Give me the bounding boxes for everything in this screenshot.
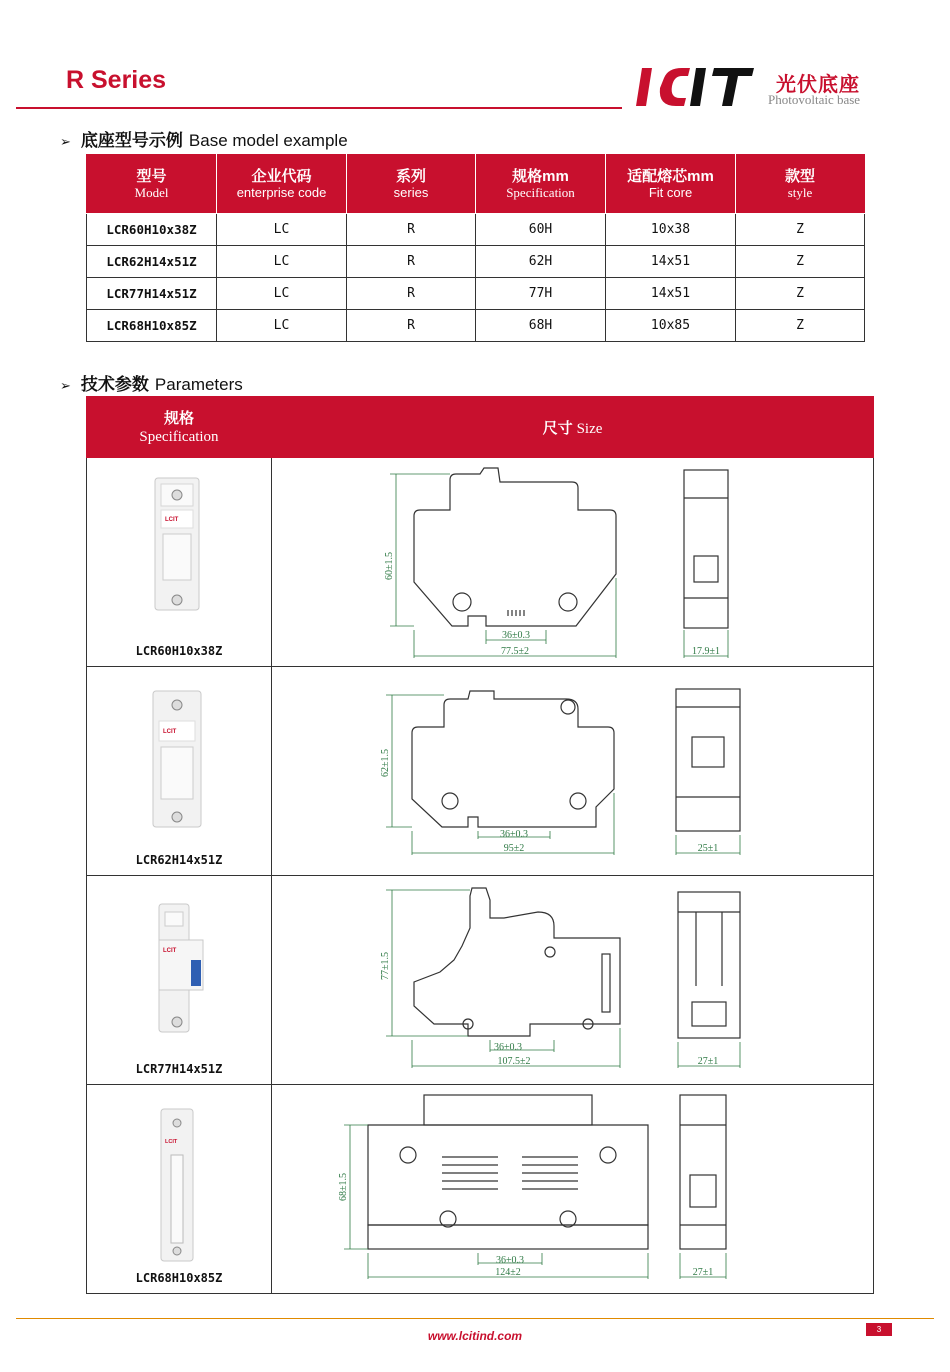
- product-model-label: LCR68H10x85Z: [135, 1271, 223, 1285]
- cell-enterprise-code: LC: [217, 214, 347, 246]
- base-model-heading: ➢ 底座型号示例 Base model example: [60, 131, 348, 150]
- cell-series: R: [347, 246, 476, 278]
- width-dimension: 77.5±2: [501, 646, 529, 657]
- svg-text:LCIT: LCIT: [165, 517, 179, 523]
- cell-specification: 77H: [476, 278, 606, 310]
- dimension-drawing-cell: [272, 1085, 874, 1294]
- lcit-logo: [636, 64, 760, 110]
- table-header-row: [87, 397, 874, 458]
- column-header-model: 型号 Model: [87, 155, 217, 214]
- cell-specification: 60H: [476, 214, 606, 246]
- column-header-style: 款型 style: [736, 155, 865, 214]
- cell-fit-core: 14x51: [606, 278, 736, 310]
- cell-model: LCR77H14x51Z: [87, 278, 217, 310]
- product-photo-lcr77: [87, 876, 271, 1084]
- column-header-specification: 规格 Specification: [87, 397, 272, 458]
- product-photo-cell: [87, 667, 272, 876]
- width-dimension: 95±2: [503, 843, 525, 854]
- dimension-drawing-lcr68: [272, 1085, 872, 1293]
- column-header-fit-core: 适配熔芯mm Fit core: [606, 155, 736, 214]
- height-dimension: 68±1.5: [338, 1173, 349, 1201]
- cell-specification: 68H: [476, 310, 606, 342]
- height-dimension: 77±1.5: [380, 952, 391, 980]
- mount-dimension: 36±0.3: [494, 1042, 522, 1053]
- product-photo-cell: [87, 1085, 272, 1294]
- brand-name-cn: 光伏底座: [776, 74, 860, 96]
- cell-model: LCR62H14x51Z: [87, 246, 217, 278]
- depth-dimension: 27±1: [697, 1056, 719, 1067]
- dimension-drawing-lcr62: [272, 667, 872, 875]
- parameters-heading: ➢ 技术参数 Parameters: [60, 375, 243, 394]
- width-dimension: 107.5±2: [497, 1056, 531, 1067]
- brand-name-en: Photovoltaic base: [768, 92, 861, 107]
- depth-dimension: 17.9±1: [692, 646, 720, 657]
- cell-series: R: [347, 278, 476, 310]
- dimension-drawing-cell: [272, 667, 874, 876]
- svg-text:LCIT: LCIT: [163, 948, 177, 954]
- svg-text:LCIT: LCIT: [163, 729, 177, 735]
- column-header-size: 尺寸 Size: [272, 397, 874, 458]
- base-model-table: [86, 154, 865, 342]
- product-model-label: LCR62H14x51Z: [135, 853, 223, 867]
- depth-dimension: 25±1: [697, 843, 719, 854]
- cell-style: Z: [736, 310, 865, 342]
- cell-style: Z: [736, 246, 865, 278]
- column-header-specification: 规格mm Specification: [476, 155, 606, 214]
- cell-style: Z: [736, 214, 865, 246]
- cell-fit-core: 14x51: [606, 246, 736, 278]
- table-row: [87, 278, 865, 310]
- table-header-row: [87, 155, 865, 214]
- mount-dimension: 36±0.3: [500, 829, 528, 840]
- header-divider: [16, 107, 622, 109]
- table-row: [87, 667, 874, 876]
- cell-specification: 62H: [476, 246, 606, 278]
- height-dimension: 62±1.5: [380, 749, 391, 777]
- table-row: [87, 246, 865, 278]
- mount-dimension: 36±0.3: [496, 1255, 524, 1266]
- cell-model: LCR60H10x38Z: [87, 214, 217, 246]
- column-header-enterprise-code: 企业代码 enterprise code: [217, 155, 347, 214]
- height-dimension: 60±1.5: [384, 552, 395, 580]
- series-title: R Series: [66, 66, 167, 94]
- cell-series: R: [347, 214, 476, 246]
- dimension-drawing-lcr77: [272, 876, 872, 1084]
- footer-website-link[interactable]: www.lcitind.com: [427, 1329, 523, 1343]
- product-model-label: LCR77H14x51Z: [135, 1062, 223, 1076]
- cell-style: Z: [736, 278, 865, 310]
- parameters-table: [86, 396, 874, 1294]
- cell-enterprise-code: LC: [217, 246, 347, 278]
- depth-dimension: 27±1: [692, 1267, 714, 1278]
- cell-enterprise-code: LC: [217, 310, 347, 342]
- table-row: [87, 458, 874, 667]
- cell-fit-core: 10x85: [606, 310, 736, 342]
- cell-model: LCR68H10x85Z: [87, 310, 217, 342]
- page-number-badge: 3: [866, 1323, 892, 1336]
- mount-dimension: 36±0.3: [502, 630, 530, 641]
- product-model-label: LCR60H10x38Z: [135, 644, 223, 658]
- cell-enterprise-code: LC: [217, 278, 347, 310]
- product-photo-cell: [87, 458, 272, 667]
- svg-text:LCIT: LCIT: [165, 1139, 178, 1145]
- product-photo-cell: [87, 876, 272, 1085]
- dimension-drawing-cell: [272, 876, 874, 1085]
- product-photo-lcr60: [87, 458, 271, 666]
- column-header-series: 系列 series: [347, 155, 476, 214]
- footer-divider: [16, 1318, 934, 1319]
- cell-fit-core: 10x38: [606, 214, 736, 246]
- cell-series: R: [347, 310, 476, 342]
- product-photo-lcr62: [87, 667, 271, 875]
- table-row: [87, 310, 865, 342]
- product-photo-lcr68: [87, 1085, 271, 1293]
- width-dimension: 124±2: [495, 1267, 521, 1278]
- table-row: [87, 1085, 874, 1294]
- dimension-drawing-lcr60: [272, 458, 872, 666]
- dimension-drawing-cell: [272, 458, 874, 667]
- table-row: [87, 214, 865, 246]
- arrow-right-icon: ➢: [60, 134, 71, 149]
- arrow-right-icon: ➢: [60, 378, 71, 393]
- table-row: [87, 876, 874, 1085]
